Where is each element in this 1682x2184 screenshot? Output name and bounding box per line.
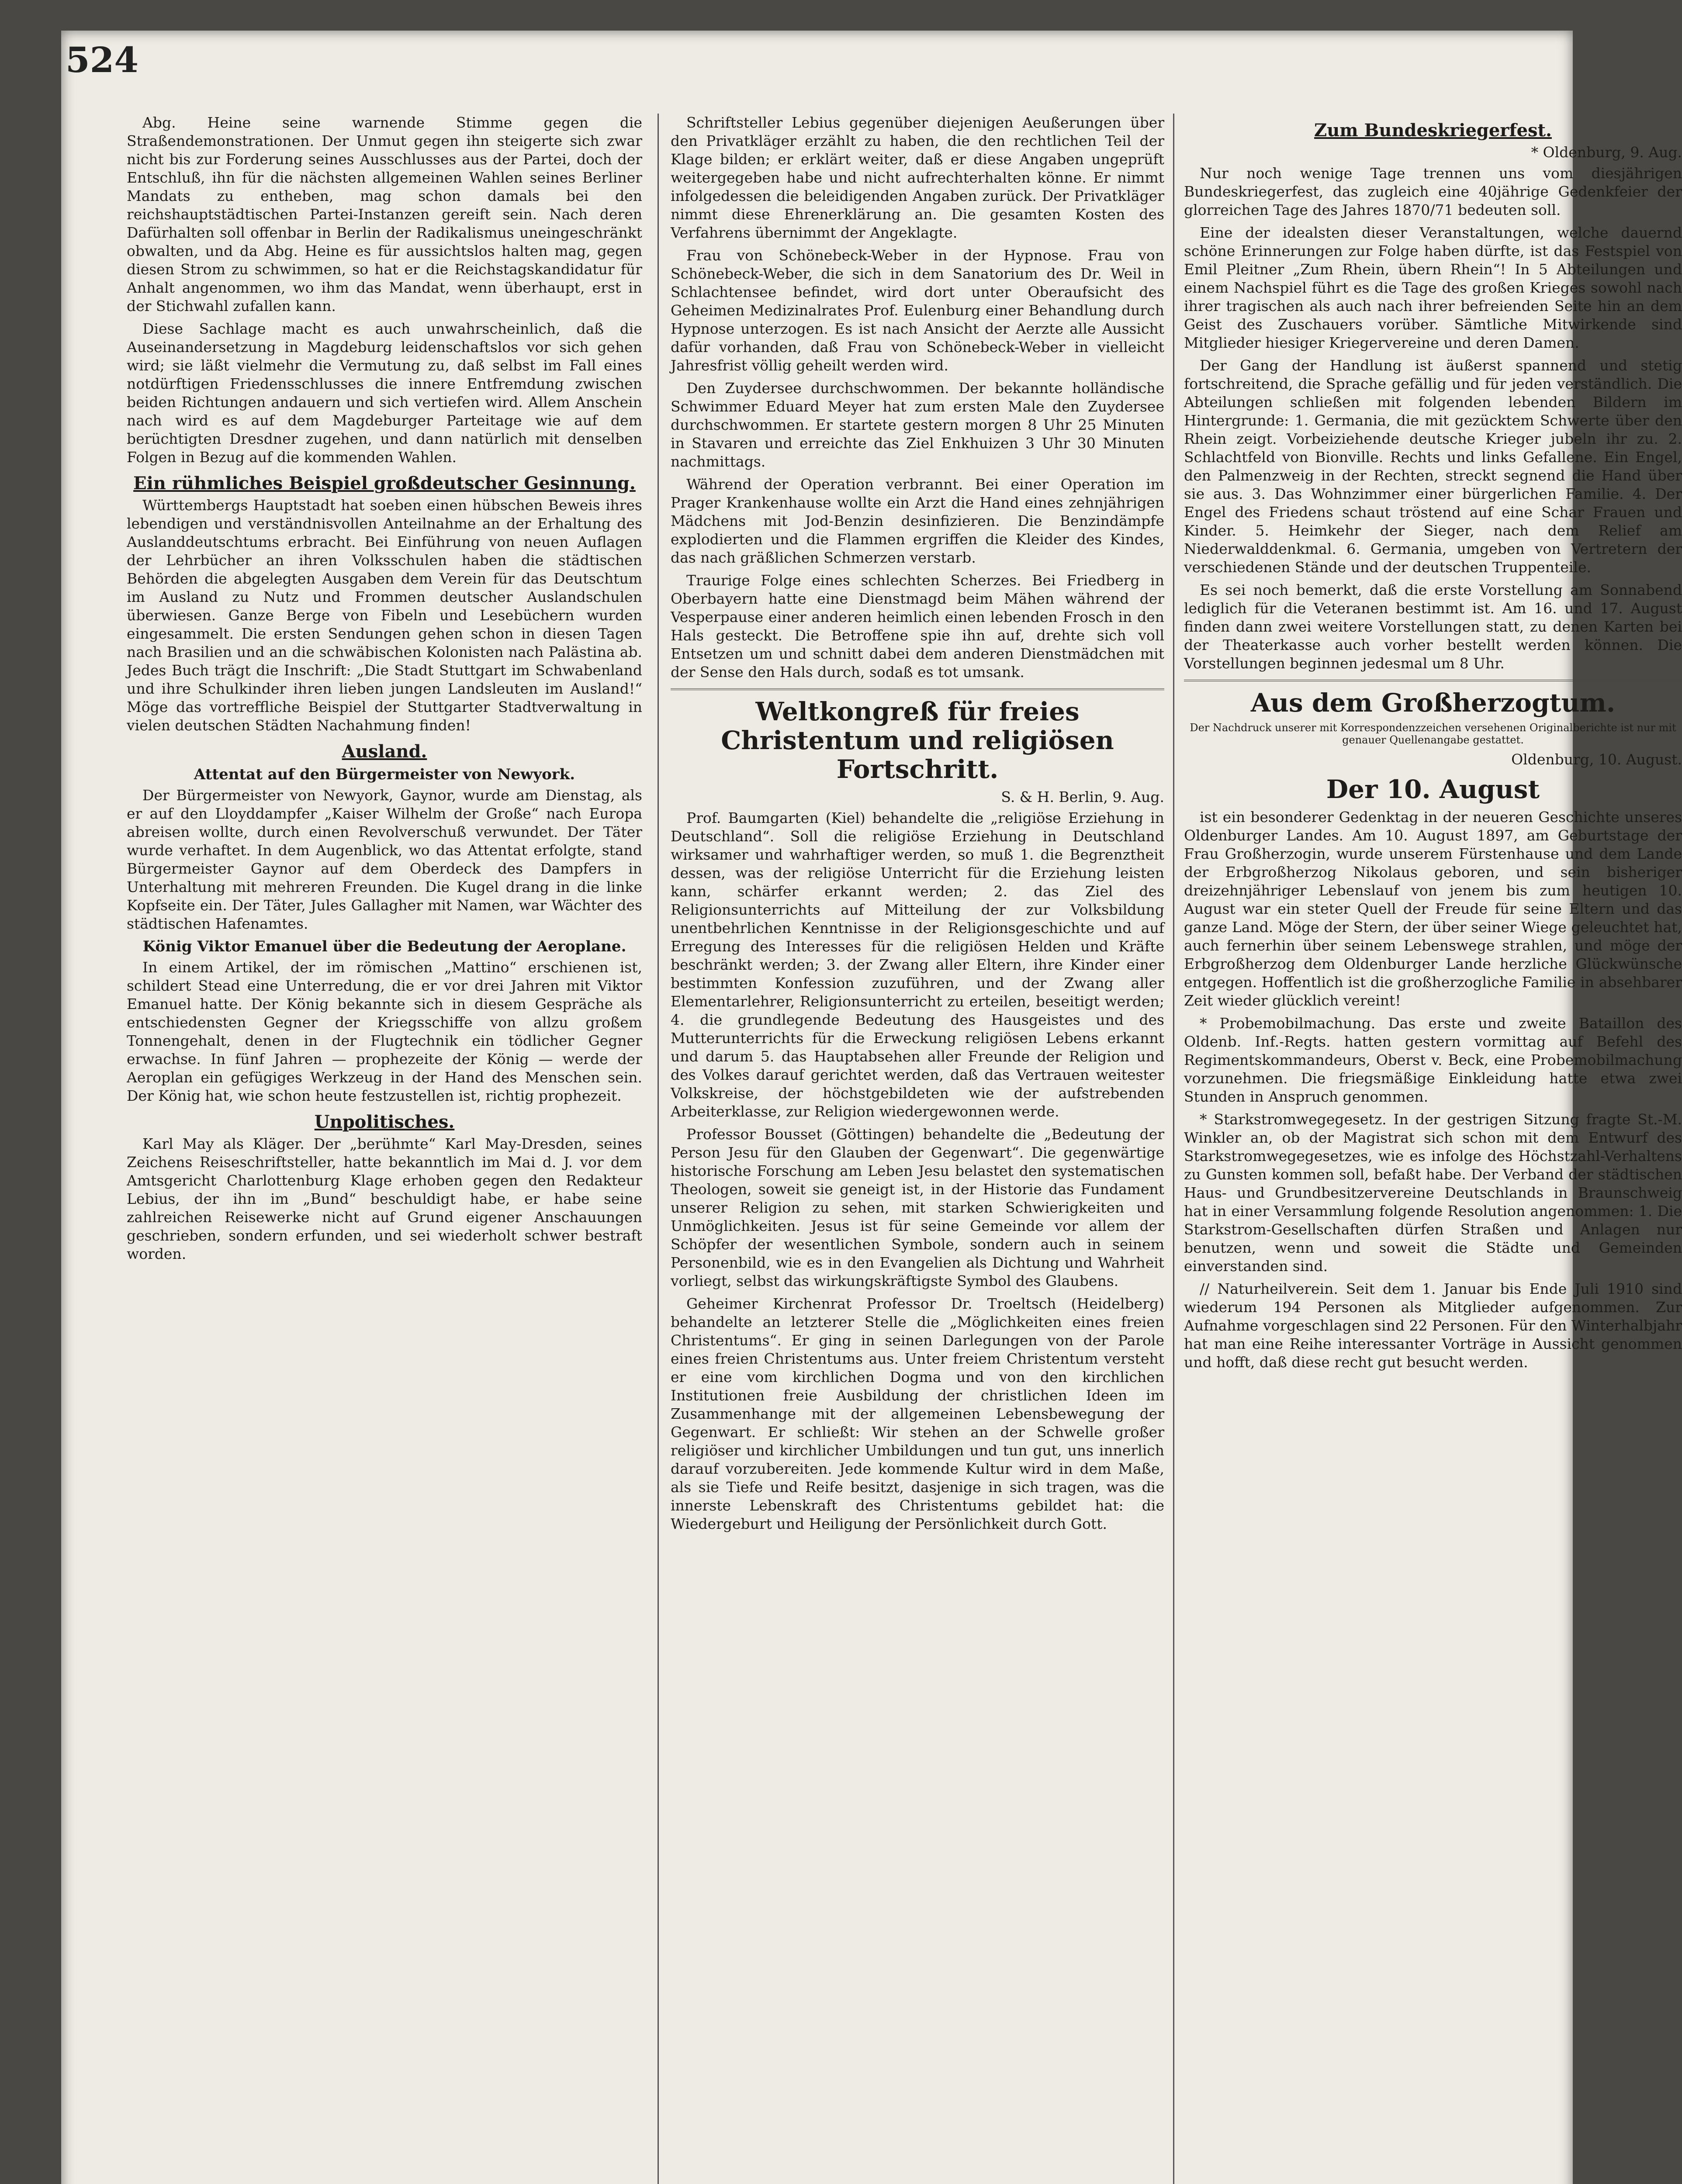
article-text: Karl May als Kläger. Der „berühmte“ Karl May-Dresden, seines Zeichens Reiseschriftsteller, hatte bekanntlich im Mai d. J. vor dem Amtsgericht Charlottenburg Klage erhoben gegen den Redakteur Lebius, der ihn im „Bund“ beschuldigt habe, er habe seine zahlreichen Reisewerke nicht auf Grund eigener Anschauungen geschrieben, sondern erfunden, und sei wiederholt schwer bestraft worden. (127, 1135, 642, 1262)
article-text: Traurige Folge eines schlechten Scherzes. Bei Friedberg in Oberbayern hatte eine Dienstmagd beim Mähen während der Vesperpause einer anderen heimlich einen lebenden Frosch in den Hals gesteckt. Die Betroffene spie ihn auf, drehte sich voll Entsetzen um und schnitt dabei dem anderen Dienstmädchen mit der Sense den Hals durch, sodaß es tot umsank. (671, 572, 1164, 681)
article-text: Geheimer Kirchenrat Professor Dr. Troeltsch (Heidelberg) behandelte an letzterer Stelle die „Möglichkeiten eines freien Christentums“. Er ging in seinen Darlegungen von der Parole eines freien Christentums aus. Unter freiem Christentum versteht er eine vom kirchlichen Dogma und von den kirchlichen Institutionen freie Ausbildung der christlichen Ideen im Zusammenhange mit der allgemeinen Lebensbewegung der Gegenwart. Er schließt: Wir stehen an der Schwelle großer religiöser und kirchlicher Umbildungen und tun gut, uns innerlich darauf vorzubereiten. Jede kommende Kultur wird in dem Maße, als sie Tiefe und Reife besitzt, dasjenige in sich tragen, was die innerste Lebenskraft des Christentums gebildet hat: die Wiedergeburt und Heiligung der Persönlichkeit durch Gott. (671, 1295, 1164, 1532)
article-text: Den Zuydersee durchschwommen. Der bekannte holländische Schwimmer Eduard Meyer hat zum ersten Male den Zuydersee durchschwommen. Er startete gestern morgen 8 Uhr 25 Minuten in Stavaren und erreichte das Ziel Enkhuizen 3 Uhr 30 Minuten nachmittags. (671, 380, 1164, 470)
article-text: Württembergs Hauptstadt hat soeben einen hübschen Beweis ihres lebendigen und verständnisvollen Anteilnahme an der Erhaltung des Auslanddeutschtums erbracht. Bei Einführung von neuen Auflagen der Lehrbücher an ihren Volksschulen haben die städtischen Behörden die abgelegten Ausgaben dem Verein für das Deutschtum im Ausland zu Nutz und Frommen deutscher Auslandschulen überwiesen. Ganze Berge von Fibeln und Lesebüchern wurden eingesammelt. Die ersten Sendungen gehen schon in diesen Tagen nach Brasilien und an die schwäbischen Kolonisten nach Palästina ab. Jedes Buch trägt die Inschrift: „Die Stadt Stuttgart im Schwabenland und ihre Schulkinder ihren lieben jungen Landsleuten im Ausland!“ Möge das vortreffliche Beispiel der Stuttgarter Stadtverwaltung in vielen deutschen Städten Nachahmung finden! (127, 497, 642, 734)
article-text: In einem Artikel, der im römischen „Mattino“ erschienen ist, schildert Stead eine Unterredung, die er vor drei Jahren mit Viktor Emanuel hatte. Der König bekannte sich in diesem Gespräche als entschiedensten Gegner der Kriegsschiffe von allzu großem Tonnengehalt, denen in der Flugtechnik ein tödlicher Gegner erwachse. In fünf Jahren — prophezeite der König — werde der Aeroplan ein gefügiges Werkzeug in der Hand des Menschen sein. Der König hat, wie schon heute festzustellen ist, richtig prophezeit. (127, 959, 642, 1104)
column-rule (1173, 114, 1174, 2184)
article-text: Der Bürgermeister von Newyork, Gaynor, wurde am Dienstag, als er auf den Lloyddampfer „Kaiser Wilhelm der Große“ nach Europa abreisen wollte, durch einen Revolverschuß verwundet. Der Täter wurde verhaftet. In dem Augenblick, wo das Attentat erfolgte, stand Bürgermeister Gaynor auf dem Oberdeck des Dampfers in Unterhaltung mit mehreren Freunden. Die Kugel drang in die linke Kopfseite ein. Der Täter, Jules Gallagher mit Namen, war Wächter des städtischen Hafenamtes. (127, 787, 642, 932)
article-text: Prof. Baumgarten (Kiel) behandelte die „religiöse Erziehung in Deutschland“. Soll die religiöse Erziehung in Deutschland wirksamer und wahrhaftiger werden, so muß 1. die Begrenztheit dessen, was der religiöse Unterricht für die Erziehung leisten kann, schärfer erkannt werden; 2. das Ziel des Religionsunterrichts auf Mitteilung der zur Volksbildung unentbehrlichen Kenntnisse in der Religionsgeschichte und auf Erregung des Interesses für die religiösen Helden und Kräfte beschränkt werden; 3. der Zwang aller Eltern, ihre Kinder einer bestimmten Konfession zuzuführen, und der Zwang aller Elementarlehrer, Religionsunterricht zu erteilen, beseitigt werden; 4. die grundlegende Bedeutung des Hausgeistes und des Mutterunterrichts für die Erweckung religiösen Lebens erkannt und darum 5. das Hauptabsehen aller Freunde der Religion und des Volkes darauf gerichtet werden, daß das Vertrauen weitester Volkskreise, der höchstgebildeten wie der aufstrebenden Arbeiterklasse, zur Religion wiedergewonnen werde. (671, 809, 1164, 1120)
article-text: Eine der idealsten dieser Veranstaltungen, welche dauernd schöne Erinnerungen zur Folge haben dürfte, ist das Festspiel von Emil Pleitner „Zum Rhein, übern Rhein“! In 5 Abteilungen und einem Nachspiel führt es die Tage des großen Krieges sowohl nach ihrer tragischen als auch nach ihrer befreienden Seite hin an dem Geist des Zuschauers vorüber. Sämtliche Mitwirkende sind Mitglieder hiesiger Kriegervereine und deren Damen. (1184, 224, 1682, 351)
section-headline: Aus dem Großherzogtum. (1250, 688, 1616, 718)
section-heading: Ausland. (342, 741, 427, 762)
column-rule (658, 114, 659, 2184)
divider (1184, 680, 1682, 681)
section-heading: Ein rühmliches Beispiel großdeutscher Gesinnung. (133, 473, 636, 494)
dateline: Oldenburg, 10. August. (1511, 751, 1682, 768)
article-text: ist ein besonderer Gedenktag in der neueren Geschichte unseres Oldenburger Landes. Am 10. August 1897, am Geburtstage der Frau Großherzogin, wurde unserem Fürstenhause und dem Lande der Erbgroßherzog Nikolaus geboren, und sein bisheriger dreizehnjähriger Lebenslauf von jenem bis zum heutigen 10. August war ein steter Quell der Freude für seine Eltern und das ganze Land. Möge der Stern, der über seiner Wiege geleuchtet hat, auch fernerhin über seinem Lebenswege strahlen, und möge der Erbgroßherzog dem Oldenburger Lande herzliche Glückwünsche entgegen. Hoffentlich ist die großherzogliche Familie in absehbarer Zeit wieder glücklich vereint! (1184, 809, 1682, 1009)
article-text: * Starkstromwegegesetz. In der gestrigen Sitzung fragte St.-M. Winkler an, ob der Magistrat sich schon mit dem Entwurf des Starkstromwegegesetzes, wie es infolge des Höchstzahl-Verhaltens zu Gunsten kommen soll, befaßt habe. Der Verband der städtischen Haus- und Grundbesitzervereine Deutschlands in Braunschweig hat in einer Versammlung folgende Resolution angenommen: 1. Die Starkstrom-Gesellschaften dürfen Straßen und Anlagen nur benutzen, wenn und soweit die Städte und Gemeinden einverstanden sind. (1184, 1111, 1682, 1275)
article-heading: König Viktor Emanuel über die Bedeutung der Aeroplane. (142, 938, 626, 955)
column-3 (1184, 114, 1682, 2184)
dateline: S. & H. Berlin, 9. Aug. (1001, 788, 1164, 805)
article-text: Diese Sachlage macht es auch unwahrscheinlich, daß die Auseinandersetzung in Magdeburg leidenschaftslos vor sich gehen wird; sie läßt vielmehr die Vermutung zu, daß selbst im Fall eines notdürftigen Friedensschlusses die innere Entfremdung zwischen beiden Richtungen andauern und sich vertiefen wird. Allem Anschein nach wird es auf dem Magdeburger Parteitage wie auf dem berüchtigten Dresdner zugehen, und dann natürlich mit denselben Folgen in Bezug auf die kommenden Wahlen. (127, 320, 642, 466)
article-headline: Der 10. August (1326, 774, 1540, 804)
reprint-notice: Der Nachdruck unserer mit Korrespondenzzeichen versehenen Originalberichte ist nur mit genauer Quellenangabe gestattet. (1190, 722, 1676, 746)
article-text: Nur noch wenige Tage trennen uns vom diesjährigen Bundeskriegerfest, das zugleich eine 40jährige Gedenkfeier der glorreichen Tage des Jahres 1870/71 bedeuten soll. (1184, 165, 1682, 218)
article-text: Es sei noch bemerkt, daß die erste Vorstellung am Sonnabend lediglich für die Veteranen bestimmt ist. Am 16. und 17. August finden dann zwei weitere Vorstellungen statt, zu denen Karten bei der Theaterkasse auch vorher bestellt werden können. Die Vorstellungen beginnen jedesmal um 8 Uhr. (1184, 581, 1682, 672)
article-text: Während der Operation verbrannt. Bei einer Operation im Prager Krankenhause wollte ein Arzt die Hand eines zehnjährigen Mädchens mit Jod-Benzin desinfizieren. Die Benzindämpfe explodierten und die Flammen ergriffen die Kleider des Kindes, das nach gräßlichen Schmerzen verstarb. (671, 476, 1164, 566)
article-text: Abg. Heine seine warnende Stimme gegen die Straßendemonstrationen. Der Unmut gegen ihn steigerte sich zwar nicht bis zur Forderung seines Ausschlusses aus der Partei, doch der Entschluß, ihn für die nächsten allgemeinen Wahlen seines Berliner Mandats zu entheben, mag schon damals bei den reichshauptstädtischen Partei-Instanzen gereift sein. Nach deren Dafürhalten soll offenbar in Berlin der Radikalismus uneingeschränkt obwalten, und da Abg. Heine es für aussichtslos halten mag, gegen diesen Strom zu schwimmen, so hat er die Reichstagskandidatur für Anhalt angenommen, wo ihm das Mandat, wenn überhaupt, erst in der Stichwahl zufallen kann. (127, 114, 642, 314)
article-headline: Zum Bundeskriegerfest. (1314, 120, 1552, 141)
dateline: * Oldenburg, 9. Aug. (1531, 144, 1682, 161)
page-number: 524 (66, 39, 138, 80)
article-text: Der Gang der Handlung ist äußerst spannend und stetig fortschreitend, die Sprache gefällig und für jeden verständlich. Die Abteilungen schließen mit folgenden lebenden Bildern im Hintergrunde: 1. Germania, die mit gezücktem Schwerte über den Rhein zeigt. Vorbeiziehende deutsche Krieger jubeln ihr zu. 2. Schlachtfeld von Bionville. Rechts und links Gefallene. Ein Engel, den Palmenzweig in der Rechten, streckt segnend die Hand über sie aus. 3. Das Wohnzimmer einer bürgerlichen Familie. 4. Der Engel des Friedens schaut tröstend auf eine Schar Frauen und Kinder. 5. Heimkehr der Sieger, nach dem Relief am Niederwalddenkmal. 6. Germania, umgeben von Vertretern der verschiedenen Stände und der deutschen Truppenteile. (1184, 357, 1682, 576)
article-text: Schriftsteller Lebius gegenüber diejenigen Aeußerungen über den Privatkläger erzählt zu haben, die den rechtlichen Teil der Klage bilden; er erklärt weiter, daß er diese Angaben ungeprüft weitergegeben habe und nicht aufrechterhalten könne. Er nimmt infolgedessen die beleidigenden Angaben zurück. Der Privatkläger nimmt diese Ehrenerklärung an. Die gesamten Kosten des Verfahrens übernimmt der Angeklagte. (671, 114, 1164, 241)
divider (671, 688, 1164, 690)
article-text: Frau von Schönebeck-Weber in der Hypnose. Frau von Schönebeck-Weber, die sich in dem Sanatorium des Dr. Weil in Schlachtensee befindet, wird dort unter Oberaufsicht des Geheimen Medizinalrates Prof. Eulenburg einer Behandlung durch Hypnose unterzogen. Es ist nach Ansicht der Aerzte alle Aussicht dafür vorhanden, daß Frau von Schönebeck-Weber in vielleicht Jahresfrist völlig geheilt werden wird. (671, 247, 1164, 374)
article-heading: Attentat auf den Bürgermeister von Newyork. (194, 766, 575, 783)
column-1 (127, 114, 642, 2184)
article-text: Professor Bousset (Göttingen) behandelte die „Bedeutung der Person Jesu für den Glauben der Gegenwart“. Die gegenwärtige historische Forschung am Leben Jesu belastet den systematischen Theologen, soweit sie geneigt ist, in der Historie das Fundament unserer Religion zu sehen, mit starken Schwierigkeiten und Unmöglichkeiten. Jesus ist für seine Gemeinde vor allem der Schöpfer der wesentlichen Symbole, sondern auch in seinem Personenbild, wie es in den Evangelien als Dichtung und Wahrheit vorliegt, selbst das wirkungskräftigste Symbol des Glaubens. (671, 1126, 1164, 1289)
newspaper-page (61, 31, 1682, 2184)
column-2 (671, 114, 1164, 2184)
section-heading: Unpolitisches. (314, 1112, 455, 1132)
article-headline: Weltkongreß für freies Christentum und religiösen Fortschritt. (721, 697, 1114, 784)
article-text: * Probemobilmachung. Das erste und zweite Bataillon des Oldenb. Inf.-Regts. hatten gestern vormittag auf Befehl des Regimentskommandeurs, Oberst v. Beck, eine Probemobilmachung vorzunehmen. Die friegsmäßige Einkleidung hatte etwa zwei Stunden in Anspruch genommen. (1184, 1015, 1682, 1105)
article-text: // Naturheilverein. Seit dem 1. Januar bis Ende Juli 1910 sind wiederum 194 Personen als Mitglieder aufgenommen. Zur Aufnahme vorgeschlagen sind 22 Personen. Für den Winterhalbjahr hat man eine Reihe interessanter Vorträge in Aussicht genommen und hofft, daß diese recht gut besucht werden. (1184, 1280, 1682, 1371)
